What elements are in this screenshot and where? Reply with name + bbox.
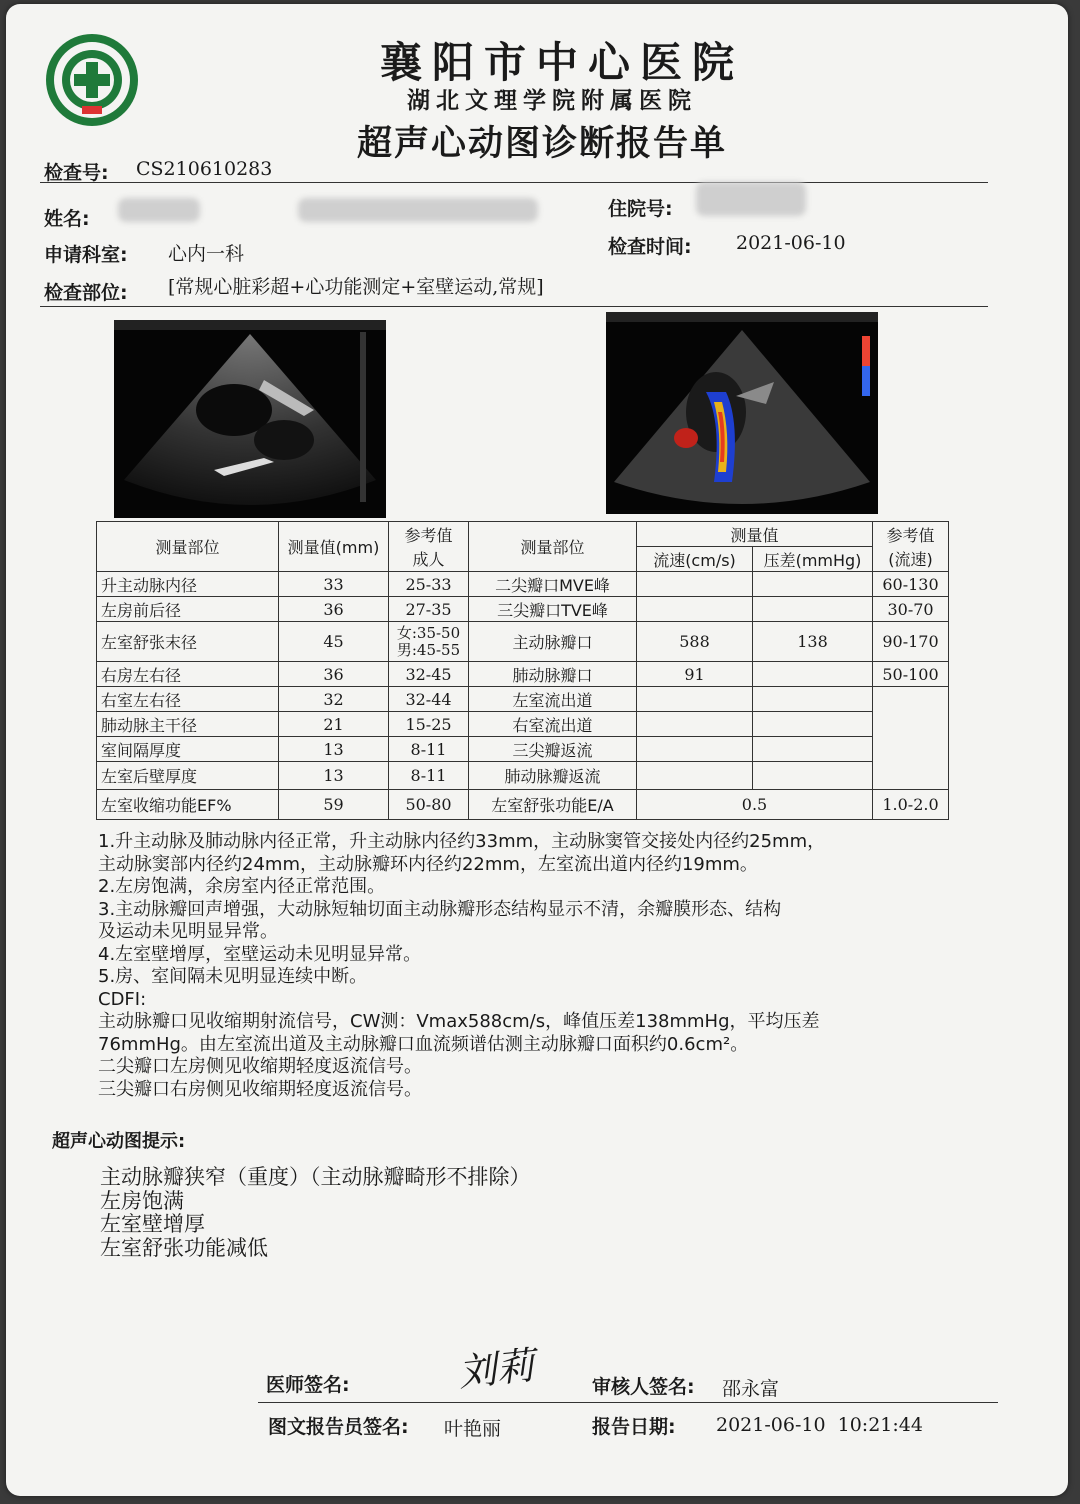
hospital-subtitle: 湖北文理学院附属医院 xyxy=(407,88,697,114)
cell-part: 升主动脉内径 xyxy=(97,572,279,597)
finding-line: 3.主动脉瓣回声增强，大动脉短轴切面主动脉瓣形态结构显示不清，余瓣膜形态、结构 xyxy=(98,898,782,920)
cell-ref: 25-33 xyxy=(389,572,469,597)
cell-part: 左室舒张末径 xyxy=(97,622,279,662)
cell-part: 左房前后径 xyxy=(97,597,279,622)
redacted-name xyxy=(118,198,200,222)
exam-part-label: 检查部位: xyxy=(44,282,128,304)
conclusion-title: 超声心动图提示: xyxy=(52,1131,186,1152)
cell-velocity xyxy=(637,687,753,712)
table-row xyxy=(97,737,949,762)
exam-no-label: 检查号: xyxy=(44,162,109,184)
cell-pressure: 138 xyxy=(753,622,873,662)
redacted-info xyxy=(298,198,538,222)
redacted-inpatient-no xyxy=(696,182,806,216)
cell-ref: 50-80 xyxy=(389,790,469,820)
report-date-label: 报告日期: xyxy=(592,1416,676,1438)
cell-value: 36 xyxy=(279,597,389,622)
cell-pressure xyxy=(753,737,873,762)
cell-ref: 32-44 xyxy=(389,687,469,712)
doctor-signature: 刘莉 xyxy=(456,1343,537,1395)
cell-ref: 27-35 xyxy=(389,597,469,622)
finding-line: CDFI: xyxy=(98,988,147,1010)
dept: 心内一科 xyxy=(168,243,245,265)
name-label: 姓名: xyxy=(44,208,90,230)
cell-part2: 肺动脉瓣返流 xyxy=(469,762,637,790)
cell-part: 左室收缩功能EF% xyxy=(97,790,279,820)
table-row xyxy=(97,687,949,712)
table-row xyxy=(97,762,949,790)
divider xyxy=(40,182,988,183)
cell-value: 21 xyxy=(279,712,389,737)
reporter-sign-label: 图文报告员签名: xyxy=(268,1416,409,1438)
cell-pressure xyxy=(753,572,873,597)
ultrasound-image-2d xyxy=(114,320,386,518)
table-row xyxy=(97,712,949,737)
cell-value: 32 xyxy=(279,687,389,712)
cell-velocity: 588 xyxy=(637,622,753,662)
cell-ref-female: 女:35-50 xyxy=(396,623,461,642)
conclusion-list xyxy=(100,1166,531,1260)
table-row xyxy=(97,662,949,687)
cell-pressure xyxy=(753,662,873,687)
cell-ref2: 90-170 xyxy=(873,622,949,662)
cell-ref2-empty xyxy=(873,687,949,790)
cell-part: 右房左右径 xyxy=(97,662,279,687)
cell-part: 左室后壁厚度 xyxy=(97,762,279,790)
finding-line: 76mmHg。由左室流出道及主动脉瓣口血流频谱估测主动脉瓣口面积约0.6cm²。 xyxy=(98,1033,749,1055)
table-row xyxy=(97,597,949,622)
cell-ref xyxy=(389,622,469,662)
cell-part2: 肺动脉瓣口 xyxy=(469,662,637,687)
cell-ref2: 50-100 xyxy=(873,662,949,687)
finding-line: 4.左室壁增厚，室壁运动未见明显异常。 xyxy=(98,943,422,965)
cell-ref: 32-45 xyxy=(389,662,469,687)
finding-line: 及运动未见明显异常。 xyxy=(98,921,278,942)
table-header-row xyxy=(97,522,949,547)
header-ref2-sub: (流速) xyxy=(873,547,949,572)
finding-line: 5.房、室间隔未见明显连续中断。 xyxy=(98,966,368,987)
conclusion-item: 左室舒张功能减低 xyxy=(100,1235,268,1260)
cell-value: 13 xyxy=(279,737,389,762)
cell-pressure xyxy=(753,597,873,622)
cell-velocity xyxy=(637,762,753,790)
cell-part2: 三尖瓣返流 xyxy=(469,737,637,762)
finding-line: 二尖瓣口左房侧见收缩期轻度返流信号。 xyxy=(98,1056,422,1077)
cell-part2: 主动脉瓣口 xyxy=(469,622,637,662)
cell-velocity xyxy=(637,737,753,762)
report-date: 2021-06-10 10:21:44 xyxy=(716,1414,923,1436)
finding-line: 2.左房饱满，余房室内径正常范围。 xyxy=(98,876,386,897)
finding-line: 主动脉窦部内径约24mm，主动脉瓣环内径约22mm，左室流出道内径约19mm。 xyxy=(98,853,758,875)
cell-part: 室间隔厚度 xyxy=(97,737,279,762)
cell-pressure xyxy=(753,762,873,790)
header-ref: 参考值 xyxy=(389,522,469,547)
cell-velocity: 91 xyxy=(637,662,753,687)
cell-value: 36 xyxy=(279,662,389,687)
cell-ref: 8-11 xyxy=(389,762,469,790)
reviewer-name: 邵永富 xyxy=(722,1378,780,1400)
cell-value: 13 xyxy=(279,762,389,790)
cell-ref2: 60-130 xyxy=(873,572,949,597)
conclusion-item: 主动脉瓣狭窄（重度）（主动脉瓣畸形不排除） xyxy=(100,1165,531,1189)
conclusion-item: 左房饱满 xyxy=(100,1188,184,1213)
cell-part2: 右室流出道 xyxy=(469,712,637,737)
exam-part: [常规心脏彩超+心功能测定+室壁运动,常规] xyxy=(168,276,544,298)
cell-ea-value: 0.5 xyxy=(637,790,873,820)
report-title: 超声心动图诊断报告单 xyxy=(356,124,727,164)
table-row xyxy=(97,572,949,597)
header-measured: 测量值 xyxy=(637,522,873,547)
cell-ref2: 30-70 xyxy=(873,597,949,622)
cell-velocity xyxy=(637,572,753,597)
cell-ref2: 1.0-2.0 xyxy=(873,790,949,820)
divider xyxy=(40,306,988,307)
finding-line: 1.升主动脉及肺动脉内径正常，升主动脉内径约33mm，主动脉窦管交接处内径约25mm， xyxy=(98,831,826,852)
cell-ref-male: 男:45-55 xyxy=(396,640,461,659)
cell-part: 右室左右径 xyxy=(97,687,279,712)
finding-line: 三尖瓣口右房侧见收缩期轻度返流信号。 xyxy=(98,1078,422,1100)
cell-pressure xyxy=(753,687,873,712)
cell-ref: 8-11 xyxy=(389,737,469,762)
inpatient-label: 住院号: xyxy=(608,198,673,220)
exam-time: 2021-06-10 xyxy=(736,232,846,254)
divider xyxy=(258,1402,998,1403)
header-part2: 测量部位 xyxy=(469,522,637,572)
ultrasound-image-color-doppler xyxy=(606,312,878,514)
header-pressure: 压差(mmHg) xyxy=(753,547,873,572)
hospital-name: 襄阳市中心医院 xyxy=(379,38,744,87)
header-part: 测量部位 xyxy=(97,522,279,572)
cell-part: 肺动脉主干径 xyxy=(97,712,279,737)
report-sheet xyxy=(6,4,1068,1496)
cell-value: 45 xyxy=(279,622,389,662)
table-row xyxy=(97,790,949,820)
table-row xyxy=(97,622,949,662)
header-value: 测量值(mm) xyxy=(279,522,389,572)
header-ref-adult: 成人 xyxy=(389,547,469,572)
reviewer-sign-label: 审核人签名: xyxy=(592,1376,695,1398)
finding-line: 主动脉瓣口见收缩期射流信号，CW测：Vmax588cm/s，峰值压差138mmHg，平均压差 xyxy=(98,1011,820,1032)
conclusion-item: 左室壁增厚 xyxy=(100,1212,205,1236)
exam-time-label: 检查时间: xyxy=(608,236,692,258)
cell-pressure xyxy=(753,712,873,737)
cell-velocity xyxy=(637,712,753,737)
dept-label: 申请科室: xyxy=(44,244,128,266)
findings-text xyxy=(98,831,978,1101)
exam-no: CS210610283 xyxy=(136,158,273,180)
cell-part2: 二尖瓣口MVE峰 xyxy=(469,572,637,597)
doctor-sign-label: 医师签名: xyxy=(266,1374,350,1396)
cell-value: 59 xyxy=(279,790,389,820)
measurement-table xyxy=(96,521,949,820)
header-velocity: 流速(cm/s) xyxy=(637,547,753,572)
cell-part2: 三尖瓣口TVE峰 xyxy=(469,597,637,622)
cell-part2: 左室流出道 xyxy=(469,687,637,712)
cell-velocity xyxy=(637,597,753,622)
cell-ref: 15-25 xyxy=(389,712,469,737)
cell-part2: 左室舒张功能E/A xyxy=(469,790,637,820)
header-ref2: 参考值 xyxy=(873,522,949,547)
cell-value: 33 xyxy=(279,572,389,597)
reporter-name: 叶艳丽 xyxy=(444,1418,502,1440)
